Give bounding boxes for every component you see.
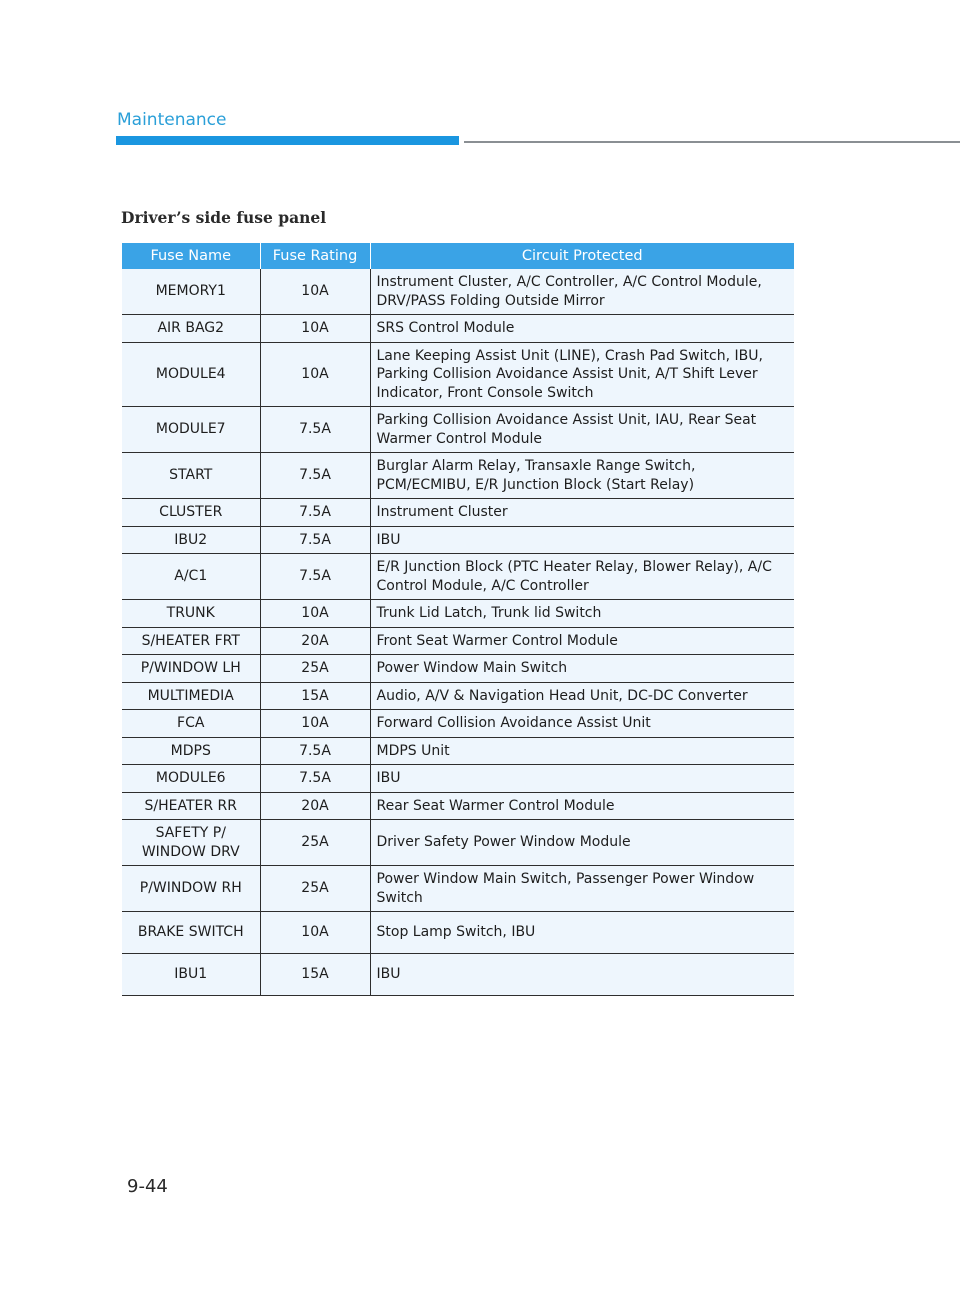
circuit-protected-cell: SRS Control Module bbox=[370, 315, 794, 343]
circuit-protected-cell: Power Window Main Switch, Passenger Power Window Switch bbox=[370, 866, 794, 912]
table-row bbox=[122, 499, 794, 527]
circuit-protected-cell: MDPS Unit bbox=[370, 737, 794, 765]
circuit-protected-cell: Driver Safety Power Window Module bbox=[370, 820, 794, 866]
circuit-protected-cell: Front Seat Warmer Control Module bbox=[370, 627, 794, 655]
table-row bbox=[122, 737, 794, 765]
table-row bbox=[122, 554, 794, 600]
table-row bbox=[122, 407, 794, 453]
table-row bbox=[122, 682, 794, 710]
circuit-protected-cell: Instrument Cluster bbox=[370, 499, 794, 527]
circuit-protected-cell: Burglar Alarm Relay, Transaxle Range Switch, PCM/ECMIBU, E/R Junction Block (Start Relay) bbox=[370, 453, 794, 499]
circuit-protected-cell: Rear Seat Warmer Control Module bbox=[370, 792, 794, 820]
fuse-name-cell: IBU1 bbox=[122, 954, 260, 996]
fuse-name-cell: P/WINDOW LH bbox=[122, 655, 260, 683]
table-row bbox=[122, 912, 794, 954]
fuse-rating-cell: 7.5A bbox=[260, 554, 370, 600]
fuse-rating-cell: 15A bbox=[260, 954, 370, 996]
table-row bbox=[122, 710, 794, 738]
fuse-name-cell: MODULE7 bbox=[122, 407, 260, 453]
table-row bbox=[122, 765, 794, 793]
fuse-name-cell: A/C1 bbox=[122, 554, 260, 600]
table-row bbox=[122, 526, 794, 554]
column-header-fuse-rating: Fuse Rating bbox=[260, 243, 370, 269]
table-row bbox=[122, 600, 794, 628]
fuse-name-cell: TRUNK bbox=[122, 600, 260, 628]
column-header-fuse-name: Fuse Name bbox=[122, 243, 260, 269]
table-row bbox=[122, 627, 794, 655]
table-row bbox=[122, 269, 794, 315]
fuse-name-cell: START bbox=[122, 453, 260, 499]
circuit-protected-cell: Trunk Lid Latch, Trunk lid Switch bbox=[370, 600, 794, 628]
header-accent-bar bbox=[116, 136, 459, 145]
circuit-protected-cell: IBU bbox=[370, 765, 794, 793]
table-row bbox=[122, 655, 794, 683]
circuit-protected-cell: Parking Collision Avoidance Assist Unit, IAU, Rear Seat Warmer Control Module bbox=[370, 407, 794, 453]
fuse-rating-cell: 10A bbox=[260, 912, 370, 954]
circuit-protected-cell: IBU bbox=[370, 526, 794, 554]
fuse-rating-cell: 7.5A bbox=[260, 737, 370, 765]
fuse-name-cell: MDPS bbox=[122, 737, 260, 765]
fuse-rating-cell: 20A bbox=[260, 792, 370, 820]
circuit-protected-cell: IBU bbox=[370, 954, 794, 996]
table-row bbox=[122, 453, 794, 499]
circuit-protected-cell: Audio, A/V & Navigation Head Unit, DC-DC Converter bbox=[370, 682, 794, 710]
fuse-name-cell: CLUSTER bbox=[122, 499, 260, 527]
table-row bbox=[122, 866, 794, 912]
circuit-protected-cell: Forward Collision Avoidance Assist Unit bbox=[370, 710, 794, 738]
fuse-rating-cell: 7.5A bbox=[260, 499, 370, 527]
fuse-name-cell: S/HEATER FRT bbox=[122, 627, 260, 655]
fuse-rating-cell: 15A bbox=[260, 682, 370, 710]
fuse-rating-cell: 7.5A bbox=[260, 407, 370, 453]
fuse-rating-cell: 7.5A bbox=[260, 526, 370, 554]
fuse-name-cell: MODULE6 bbox=[122, 765, 260, 793]
circuit-protected-cell: E/R Junction Block (PTC Heater Relay, Blower Relay), A/C Control Module, A/C Controller bbox=[370, 554, 794, 600]
fuse-rating-cell: 10A bbox=[260, 600, 370, 628]
fuse-name-cell: BRAKE SWITCH bbox=[122, 912, 260, 954]
table-body bbox=[122, 269, 794, 996]
fuse-rating-cell: 10A bbox=[260, 710, 370, 738]
fuse-rating-cell: 25A bbox=[260, 655, 370, 683]
fuse-rating-cell: 7.5A bbox=[260, 453, 370, 499]
column-header-circuit-protected: Circuit Protected bbox=[370, 243, 794, 269]
fuse-name-cell: SAFETY P/ WINDOW DRV bbox=[122, 820, 260, 866]
fuse-name-cell: S/HEATER RR bbox=[122, 792, 260, 820]
fuse-name-cell: MULTIMEDIA bbox=[122, 682, 260, 710]
section-header-title: Maintenance bbox=[117, 110, 227, 130]
circuit-protected-cell: Lane Keeping Assist Unit (LINE), Crash Pad Switch, IBU, Parking Collision Avoidance Assist Unit, A/T Shift Lever Indicator, Front Console Switch bbox=[370, 342, 794, 407]
circuit-protected-cell: Stop Lamp Switch, IBU bbox=[370, 912, 794, 954]
circuit-protected-cell: Power Window Main Switch bbox=[370, 655, 794, 683]
header-divider-line bbox=[464, 141, 960, 143]
fuse-name-cell: MEMORY1 bbox=[122, 269, 260, 315]
fuse-name-cell: P/WINDOW RH bbox=[122, 866, 260, 912]
fuse-rating-cell: 25A bbox=[260, 820, 370, 866]
table-row bbox=[122, 315, 794, 343]
fuse-rating-cell: 7.5A bbox=[260, 765, 370, 793]
page-number: 9-44 bbox=[127, 1176, 168, 1197]
fuse-table bbox=[122, 243, 794, 996]
page-title: Driver’s side fuse panel bbox=[121, 208, 327, 227]
table-row bbox=[122, 342, 794, 407]
fuse-rating-cell: 10A bbox=[260, 315, 370, 343]
table-header-row bbox=[122, 243, 794, 269]
fuse-rating-cell: 20A bbox=[260, 627, 370, 655]
table-row bbox=[122, 820, 794, 866]
fuse-rating-cell: 10A bbox=[260, 269, 370, 315]
fuse-rating-cell: 10A bbox=[260, 342, 370, 407]
fuse-name-cell: AIR BAG2 bbox=[122, 315, 260, 343]
table-row bbox=[122, 954, 794, 996]
table-row bbox=[122, 792, 794, 820]
fuse-name-cell: MODULE4 bbox=[122, 342, 260, 407]
circuit-protected-cell: Instrument Cluster, A/C Controller, A/C Control Module, DRV/PASS Folding Outside Mirror bbox=[370, 269, 794, 315]
fuse-name-cell: IBU2 bbox=[122, 526, 260, 554]
fuse-rating-cell: 25A bbox=[260, 866, 370, 912]
fuse-name-cell: FCA bbox=[122, 710, 260, 738]
